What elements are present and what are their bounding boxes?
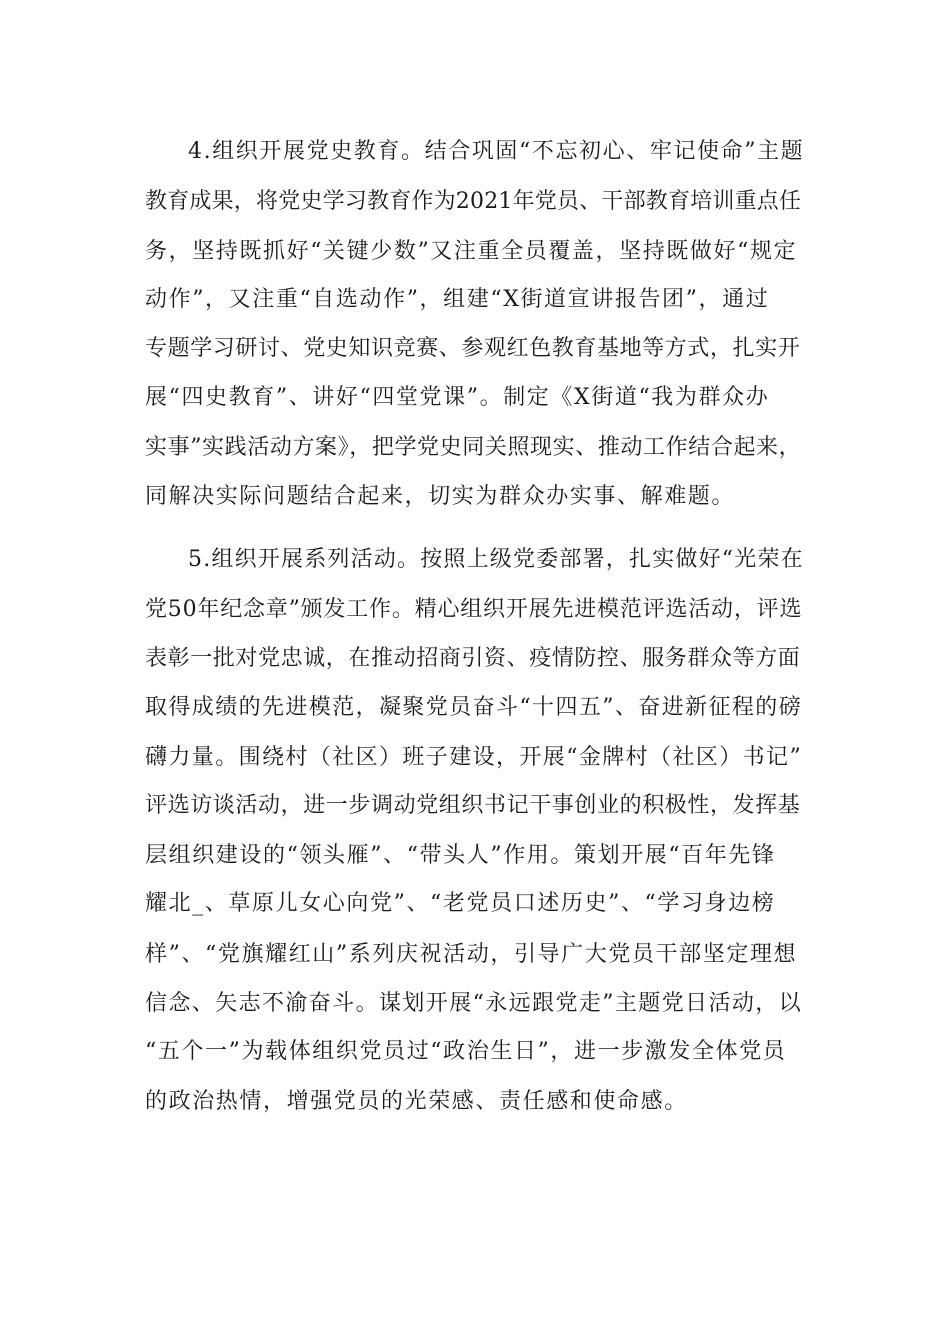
paragraph-4-line-6: 展“四史教育”、讲好“四堂党课”。制定《X街道“我为群众办 bbox=[145, 385, 770, 410]
paragraph-4-line-1: 4.组织开展党史教育。结合巩固“不忘初心、牢记使命”主题 bbox=[188, 139, 805, 164]
paragraph-5-line-7: 层组织建设的“领头雁”、“带头人”作用。策划开展“百年先锋 bbox=[145, 843, 776, 868]
paragraph-4-line-8: 同解决实际问题结合起来，切实为群众办实事、解难题。 bbox=[145, 484, 736, 509]
paragraph-5-line-3: 表彰一批对党忠诚，在推动招商引资、疫情防控、服务群众等方面 bbox=[145, 646, 801, 671]
paragraph-5-line-2: 党50年纪念章”颁发工作。精心组织开展先进模范评选活动，评选 bbox=[145, 597, 803, 622]
paragraph-5-line-6: 评选访谈活动，进一步调动党组织书记干事创业的积极性，发挥基 bbox=[145, 793, 801, 818]
paragraph-5-line-8: 耀北_、草原儿女心向党”、“老党员口述历史”、“学习身边榜 bbox=[145, 891, 776, 916]
paragraph-5-line-10: 信念、矢志不渝奋斗。谋划开展“永远跟党走”主题党日活动，以 bbox=[145, 991, 803, 1016]
paragraph-4-line-4: 动作”，又注重“自选动作”，组建“X街道宣讲报告团”，通过 bbox=[145, 287, 770, 312]
paragraph-5-line-4: 取得成绩的先进模范，凝聚党员奋斗“十四五”、奋进新征程的磅 bbox=[145, 695, 803, 720]
paragraph-5-line-5: 礴力量。围绕村（社区）班子建设，开展“金牌村（社区）书记” bbox=[145, 745, 803, 770]
paragraph-4-line-3: 务，坚持既抓好“关键少数”又注重全员覆盖，坚持既做好“规定 bbox=[145, 239, 798, 264]
paragraph-4-line-7: 实事”实践活动方案》，把学党史同关照现实、推动工作结合起来， bbox=[145, 435, 802, 460]
paragraph-4-line-5: 专题学习研讨、党史知识竞赛、参观红色教育基地等方式，扎实开 bbox=[145, 336, 801, 361]
paragraph-5-line-1: 5.组织开展系列活动。按照上级党委部署，扎实做好“光荣在 bbox=[188, 547, 804, 572]
paragraph-5-line-9: 样”、“党旗耀红山”系列庆祝活动，引导广大党员干部坚定理想 bbox=[145, 942, 798, 967]
paragraph-5-line-12: 的政治热情，增强党员的光荣感、责任感和使命感。 bbox=[145, 1089, 688, 1114]
paragraph-5-line-11: “五个一”为载体组织党员过“政治生日”，进一步激发全体党员 bbox=[145, 1039, 787, 1064]
paragraph-4-line-2: 教育成果，将党史学习教育作为2021年党员、干部教育培训重点任 bbox=[145, 189, 802, 214]
